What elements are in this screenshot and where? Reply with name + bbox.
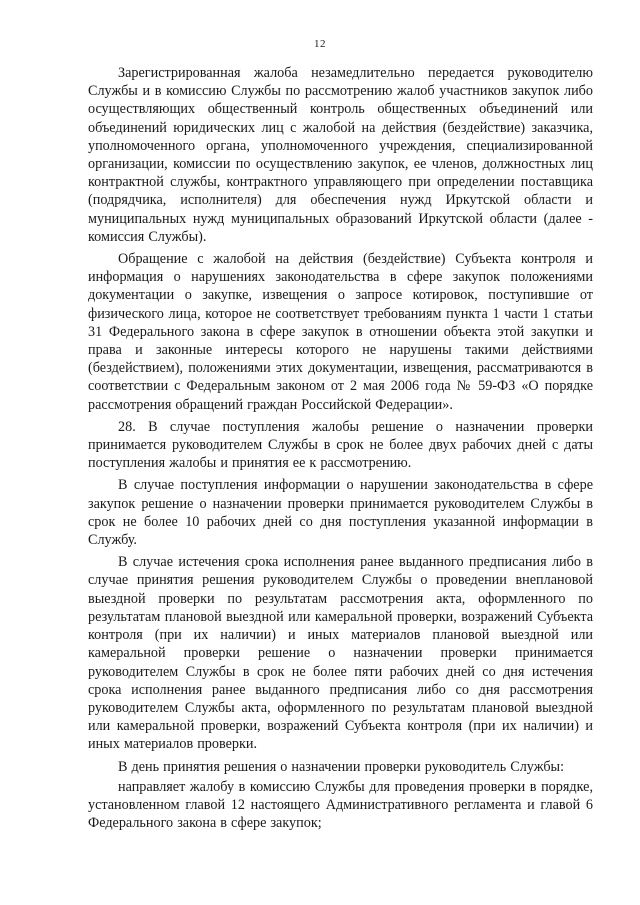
paragraph-complaint-registration: Зарегистрированная жалоба незамедлительно передается руководителю Службы и в комиссию Службы по рассмотрению жалоб участников закупок либо осуществляющих общественный контроль общественных объединений или объединений юридических лиц с жалобой на действия (бездействие) заказчика, уполномоченного органа, уполномоченного учреждения, специализированной организации, комиссии по осуществлению закупок, ее членов, должностных лиц контрактной службы, контрактного управляющего при определении поставщика (подрядчика, исполнителя) для обеспечения нужд Иркутской области и муниципальных нужд муниципальных образований Иркутской области (далее - комиссия Службы). (88, 65, 593, 245)
page-number: 12 (314, 38, 326, 50)
paragraph-item-28: 28. В случае поступления жалобы решение о назначении проверки принимается руководителем Службы в срок не более двух рабочих дней с даты поступления жалобы и принятия ее к рассмотрению. (88, 418, 593, 472)
paragraph-information-violation: В случае поступления информации о нарушении законодательства в сфере закупок решение о назначении проверки принимается руководителем Службы в срок не более 10 рабочих дней со дня поступления указанной информации в Службу. (88, 477, 593, 549)
document-body (88, 64, 593, 836)
paragraph-unscheduled-inspection: В случае истечения срока исполнения ранее выданного предписания либо в случае принятия решения руководителем Службы о проведении внеплановой выездной проверки по результатам рассмотрения акта, оформленного по результатам плановой выездной или камеральной проверки, возражений Субъекта контроля (при их наличии) и иных материалов плановой выездной или камеральной проверки решение о назначении проверки принимается руководителем Службы в срок не более пяти рабочих дней со дня истечения срока исполнения ранее выданного предписания либо со дня рассмотрения руководителем Службы акта, оформленного по результатам плановой выездной или камеральной проверки, возражений Субъекта контроля (при их наличии) и иных материалов проверки. (88, 554, 593, 753)
paragraph-decision-day: В день принятия решения о назначении проверки руководитель Службы: (118, 758, 565, 775)
paragraph-complaint-individual: Обращение с жалобой на действия (бездействие) Субъекта контроля и информация о нарушениях законодательства в сфере закупок положениями документации о закупке, извещения о запросе котировок, поступившие от физического лица, которое не соответствует требованиям пункта 1 части 1 статьи 31 Федерального закона в сфере закупок в отношении объекта этой закупки и права и законные интересы которого не нарушены такими действиями (бездействием), положениями этих документации, извещения, рассматриваются в соответствии с Федеральным законом от 2 мая 2006 года № 59-ФЗ «О порядке рассмотрения обращений граждан Российской Федерации». (88, 251, 593, 413)
paragraph-sends-complaint: направляет жалобу в комиссию Службы для проведения проверки в порядке, установленном главой 12 настоящего Административного регламента и главой 6 Федерального закона в сфере закупок; (88, 778, 593, 832)
